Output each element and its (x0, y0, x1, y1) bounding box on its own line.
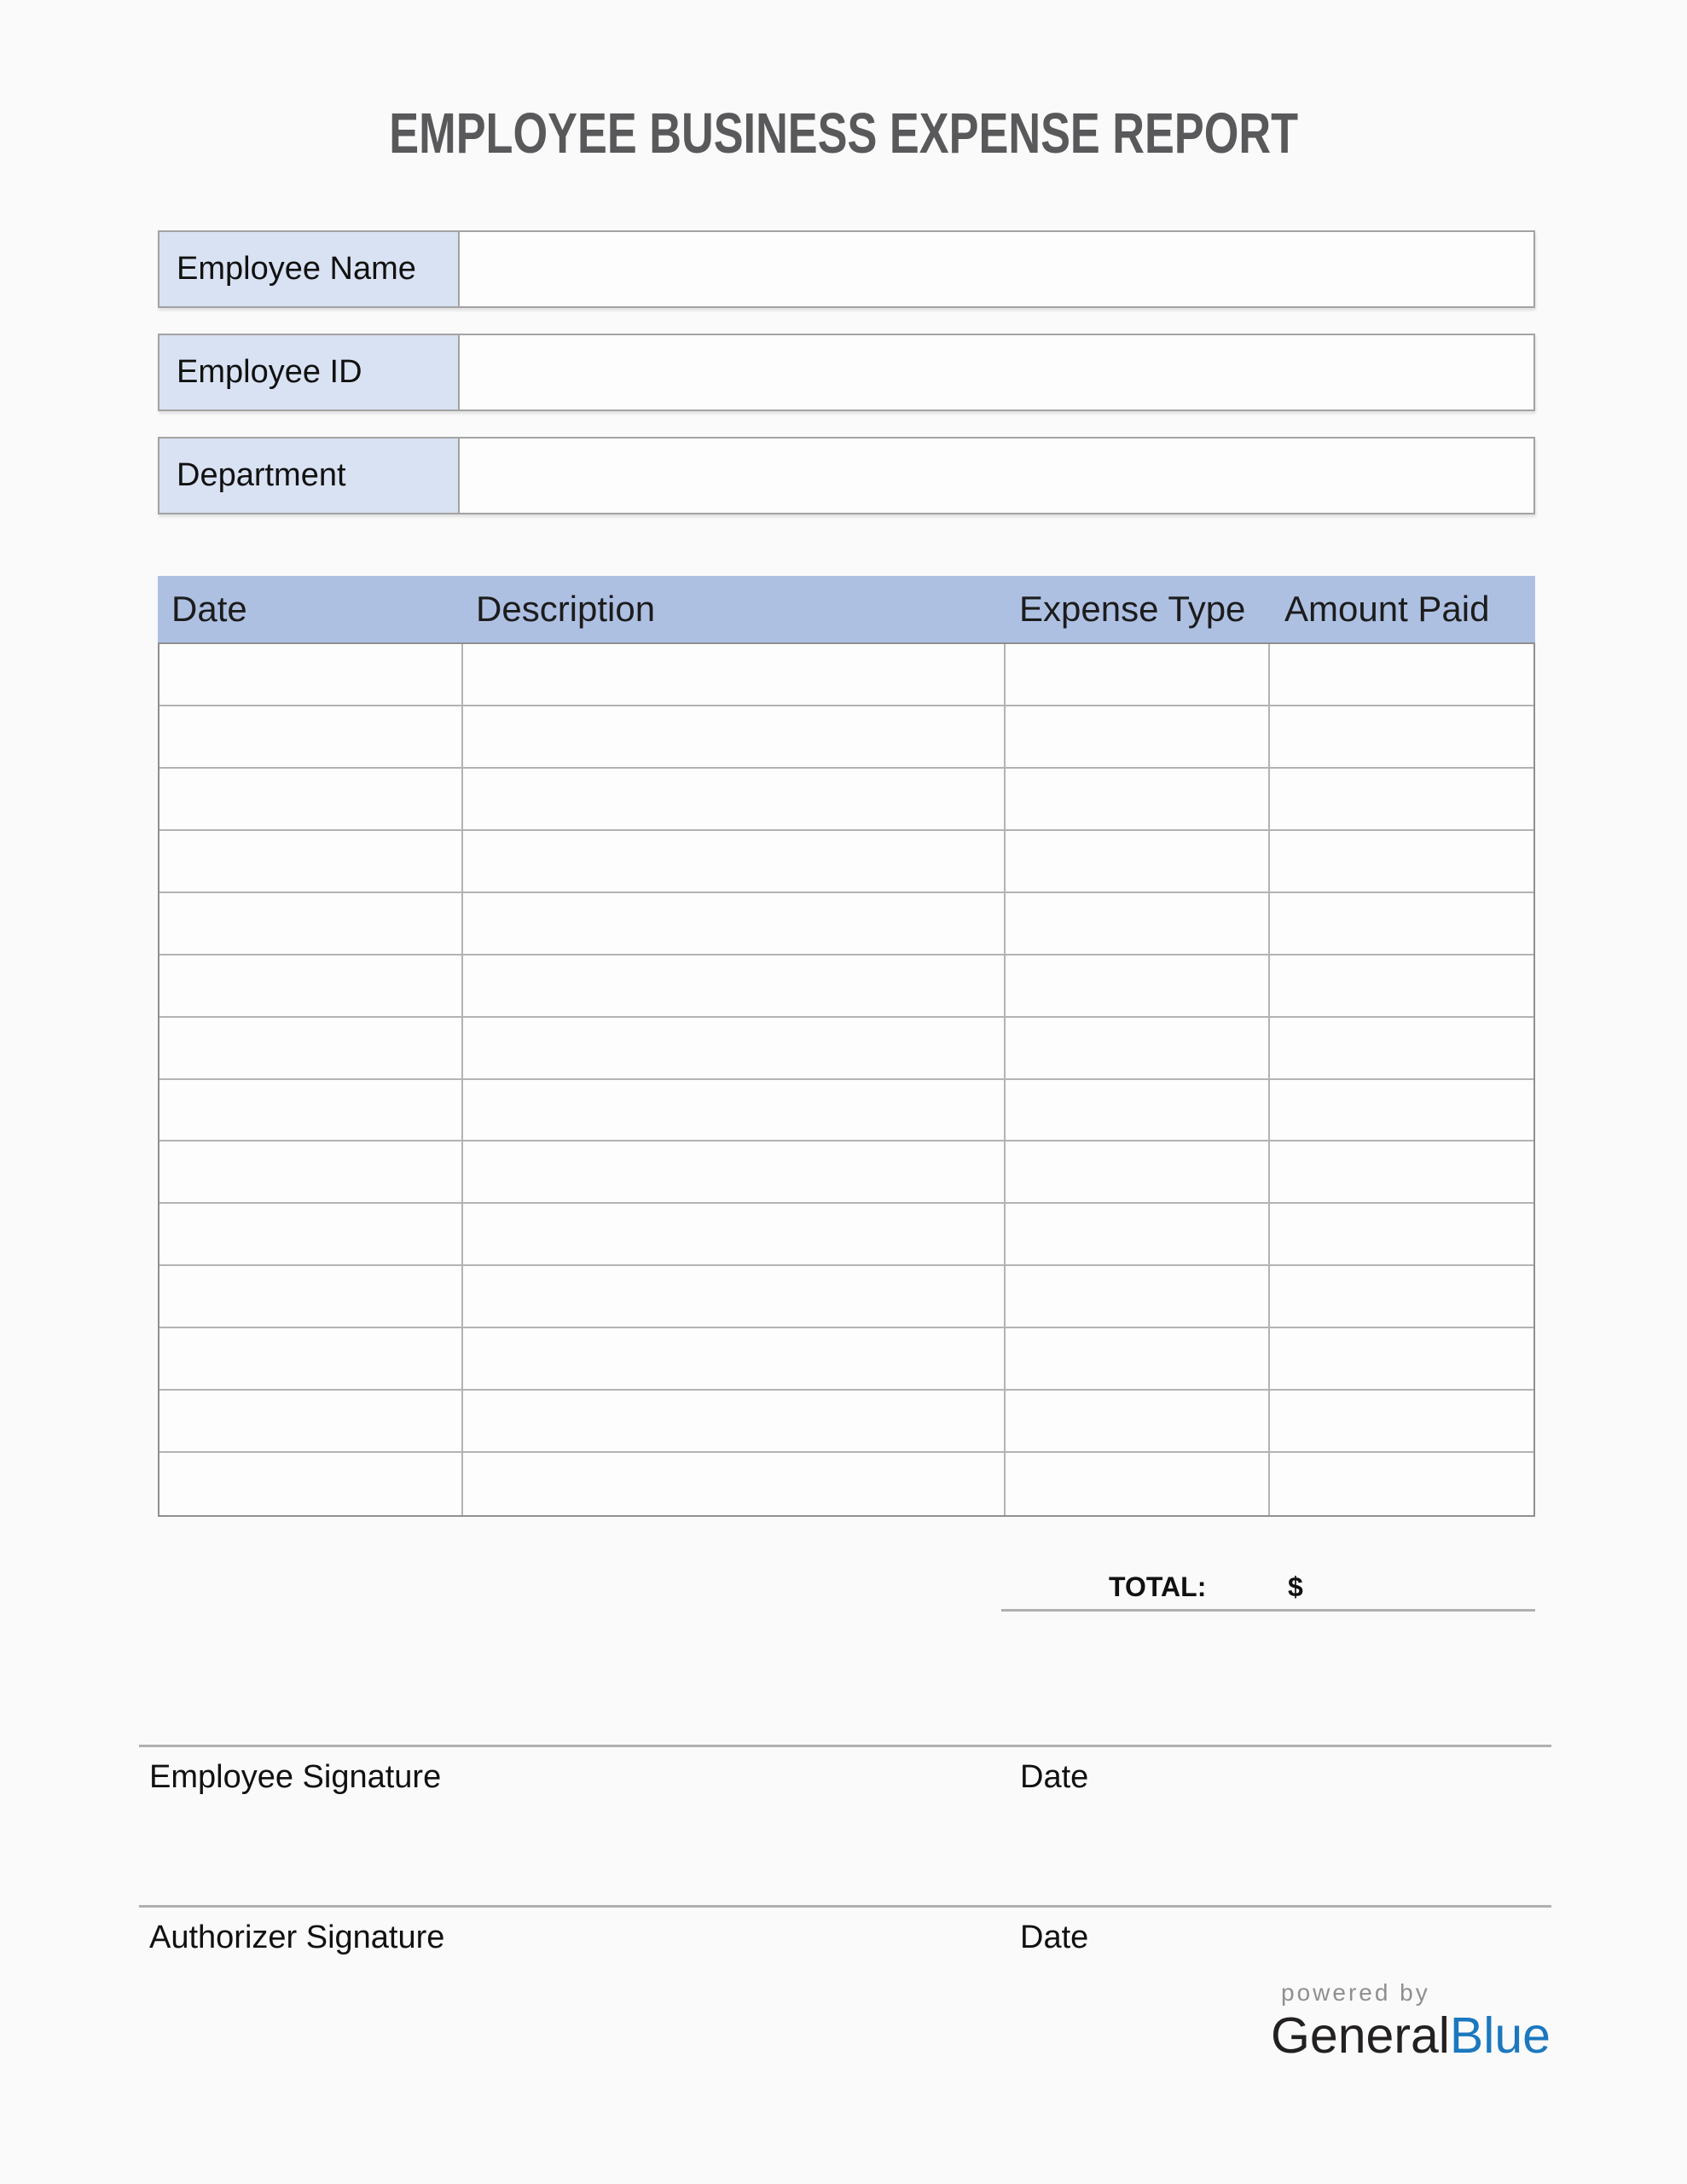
table-row (159, 1204, 1533, 1266)
table-cell[interactable] (463, 831, 1005, 892)
authorizer-signature-labels (139, 1908, 1551, 1956)
table-cell[interactable] (463, 1018, 1005, 1078)
table-cell[interactable] (1270, 1204, 1533, 1264)
table-cell[interactable] (463, 1328, 1005, 1389)
department-row (158, 437, 1535, 514)
table-cell[interactable] (1270, 1141, 1533, 1202)
table-cell[interactable] (1006, 1080, 1270, 1141)
table-cell[interactable] (159, 706, 463, 767)
table-cell[interactable] (1006, 706, 1270, 767)
table-cell[interactable] (159, 769, 463, 829)
table-row (159, 956, 1533, 1018)
employee-name-row (158, 230, 1535, 308)
table-row (159, 1018, 1533, 1080)
table-cell[interactable] (1270, 1391, 1533, 1451)
employee-id-row (158, 334, 1535, 411)
table-cell[interactable] (1006, 1328, 1270, 1389)
column-header-description: Description (476, 589, 656, 629)
brand-footer (1271, 1979, 1551, 2065)
column-header-expense-type: Expense Type (1019, 589, 1246, 629)
table-cell[interactable] (463, 1266, 1005, 1327)
table-cell[interactable] (463, 644, 1005, 705)
total-label: TOTAL: (1109, 1571, 1207, 1602)
table-cell[interactable] (159, 1204, 463, 1264)
table-cell[interactable] (463, 769, 1005, 829)
brand-word-blue: Blue (1449, 2007, 1551, 2064)
table-cell[interactable] (159, 1080, 463, 1141)
table-cell[interactable] (1006, 893, 1270, 954)
table-cell[interactable] (1006, 644, 1270, 705)
employee-signature-labels (139, 1747, 1551, 1796)
table-cell[interactable] (1270, 893, 1533, 954)
employee-id-label: Employee ID (159, 335, 460, 410)
table-cell[interactable] (1006, 769, 1270, 829)
page-title (0, 101, 1687, 166)
table-row (159, 644, 1533, 706)
table-cell[interactable] (1006, 1018, 1270, 1078)
table-cell[interactable] (463, 1453, 1005, 1515)
employee-info-section (158, 230, 1535, 514)
generalblue-logo (1271, 2007, 1551, 2065)
authorizer-signature-block (139, 1905, 1551, 1956)
table-cell[interactable] (159, 1266, 463, 1327)
table-cell[interactable] (159, 831, 463, 892)
table-row (159, 1266, 1533, 1328)
table-cell[interactable] (1270, 706, 1533, 767)
currency-symbol: $ (1288, 1571, 1303, 1602)
table-row (159, 1391, 1533, 1453)
employee-signature-date-label: Date (1020, 1759, 1089, 1795)
table-cell[interactable] (1270, 1266, 1533, 1327)
table-cell[interactable] (159, 1328, 463, 1389)
table-cell[interactable] (1006, 956, 1270, 1016)
total-row (1001, 1565, 1535, 1612)
table-cell[interactable] (463, 1391, 1005, 1451)
authorizer-signature-date-label: Date (1020, 1920, 1089, 1955)
table-cell[interactable] (463, 1080, 1005, 1141)
expense-table-header (158, 576, 1535, 642)
table-cell[interactable] (159, 1141, 463, 1202)
column-header-date: Date (171, 589, 247, 629)
table-cell[interactable] (1006, 831, 1270, 892)
table-row (159, 1328, 1533, 1391)
table-cell[interactable] (159, 1453, 463, 1515)
expense-table (158, 576, 1535, 1517)
authorizer-signature-label: Authorizer Signature (149, 1920, 445, 1955)
table-cell[interactable] (159, 1018, 463, 1078)
table-cell[interactable] (1006, 1453, 1270, 1515)
table-cell[interactable] (1006, 1141, 1270, 1202)
table-row (159, 1141, 1533, 1204)
expense-table-body (158, 642, 1535, 1517)
employee-name-label: Employee Name (159, 232, 460, 306)
table-cell[interactable] (1270, 831, 1533, 892)
table-cell[interactable] (463, 1141, 1005, 1202)
powered-by-text: powered by (1281, 1979, 1430, 2006)
table-cell[interactable] (1006, 1266, 1270, 1327)
table-cell[interactable] (159, 956, 463, 1016)
employee-id-input[interactable] (460, 335, 1533, 410)
employee-signature-block (139, 1745, 1551, 1796)
table-row (159, 769, 1533, 831)
table-row (159, 1080, 1533, 1142)
table-cell[interactable] (1006, 1204, 1270, 1264)
table-cell[interactable] (463, 706, 1005, 767)
table-row (159, 831, 1533, 893)
department-input[interactable] (460, 439, 1533, 513)
table-cell[interactable] (1270, 644, 1533, 705)
table-cell[interactable] (1270, 1453, 1533, 1515)
table-row (159, 1453, 1533, 1515)
employee-signature-label: Employee Signature (149, 1759, 442, 1795)
table-row (159, 706, 1533, 769)
department-label: Department (159, 439, 460, 513)
table-cell[interactable] (463, 893, 1005, 954)
table-cell[interactable] (1270, 1080, 1533, 1141)
table-cell[interactable] (1270, 769, 1533, 829)
column-header-amount-paid: Amount Paid (1284, 589, 1490, 629)
table-row (159, 893, 1533, 956)
table-cell[interactable] (1006, 1391, 1270, 1451)
table-cell[interactable] (159, 1391, 463, 1451)
table-cell[interactable] (1270, 1328, 1533, 1389)
table-cell[interactable] (159, 644, 463, 705)
table-cell[interactable] (1270, 956, 1533, 1016)
page-title-text: EMPLOYEE BUSINESS EXPENSE REPORT (389, 102, 1298, 166)
table-cell[interactable] (463, 1204, 1005, 1264)
table-cell[interactable] (159, 893, 463, 954)
table-cell[interactable] (1270, 1018, 1533, 1078)
brand-word-general: General (1271, 2007, 1450, 2064)
table-cell[interactable] (463, 956, 1005, 1016)
employee-name-input[interactable] (460, 232, 1533, 306)
